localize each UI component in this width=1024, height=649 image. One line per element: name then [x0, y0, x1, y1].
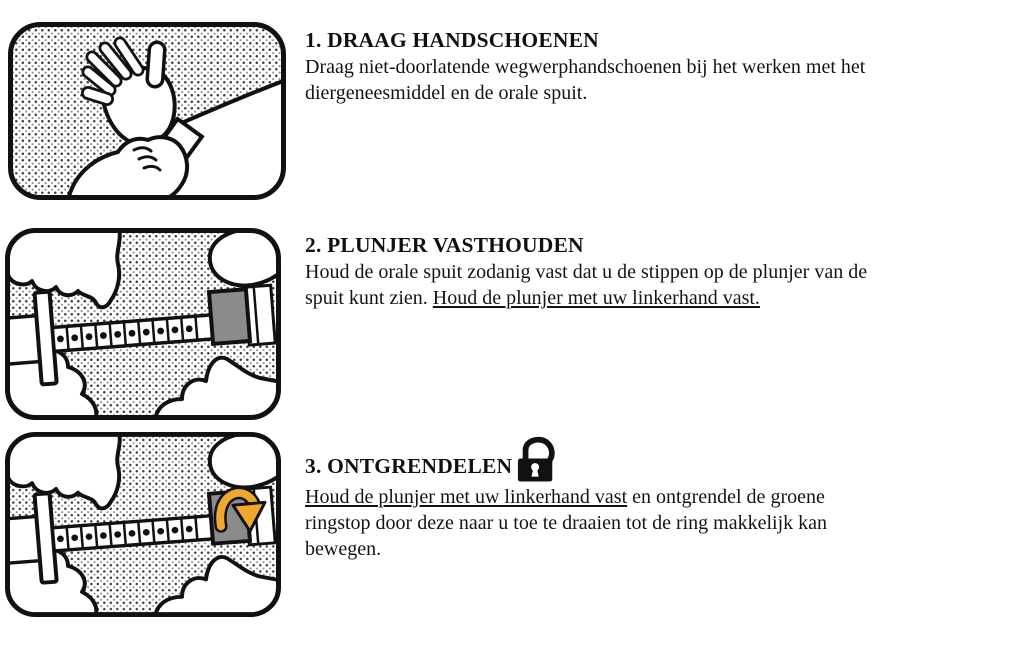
illustration-step2-hold-plunger	[5, 228, 281, 420]
step1-text-block	[305, 26, 865, 106]
body-line	[305, 285, 867, 311]
body-line	[305, 536, 827, 562]
open-padlock-icon	[516, 436, 558, 483]
body-text: ringstop door deze naar u toe te draaien tot de ring makkelijk kan	[305, 512, 828, 534]
step1-body	[305, 54, 865, 106]
body-line	[305, 484, 827, 510]
step1-heading: 1. DRAAG HANDSCHOENEN	[305, 28, 599, 52]
illustration-step3-unlock	[5, 432, 281, 617]
body-text: Houd de orale spuit zodanig vast dat u de stippen op de plunjer van de	[305, 261, 868, 283]
step2-body	[305, 259, 867, 311]
glove-donning-image	[8, 22, 286, 200]
step2-heading: 2. PLUNJER VASTHOUDEN	[305, 233, 584, 257]
underlined-instruction: Houd de plunjer met uw linkerhand vast.	[432, 287, 760, 309]
ring-stop	[209, 289, 250, 344]
body-line	[305, 80, 865, 106]
underlined-instruction: Houd de plunjer met uw linkerhand vast	[305, 486, 628, 508]
body-text: diergeneesmiddel en de orale spuit.	[305, 82, 588, 104]
syringe-hold-image	[5, 228, 281, 420]
body-line	[305, 510, 827, 536]
step3-heading: 3. ONTGRENDELEN	[305, 454, 513, 478]
body-line	[305, 54, 865, 80]
body-text: spuit kunt zien.	[305, 287, 433, 309]
body-line	[305, 259, 867, 285]
body-text: bewegen.	[305, 538, 382, 560]
step3-body	[305, 484, 827, 562]
syringe-unlock-image	[5, 432, 281, 617]
step3-text-block	[305, 452, 827, 562]
step2-text-block	[305, 231, 867, 311]
step3-heading-row	[305, 452, 827, 480]
body-text: Draag niet-doorlatende wegwerphandschoenen bij het werken met het	[305, 56, 866, 78]
body-text: en ontgrendel de groene	[627, 486, 825, 508]
illustration-step1-gloves	[8, 22, 286, 200]
